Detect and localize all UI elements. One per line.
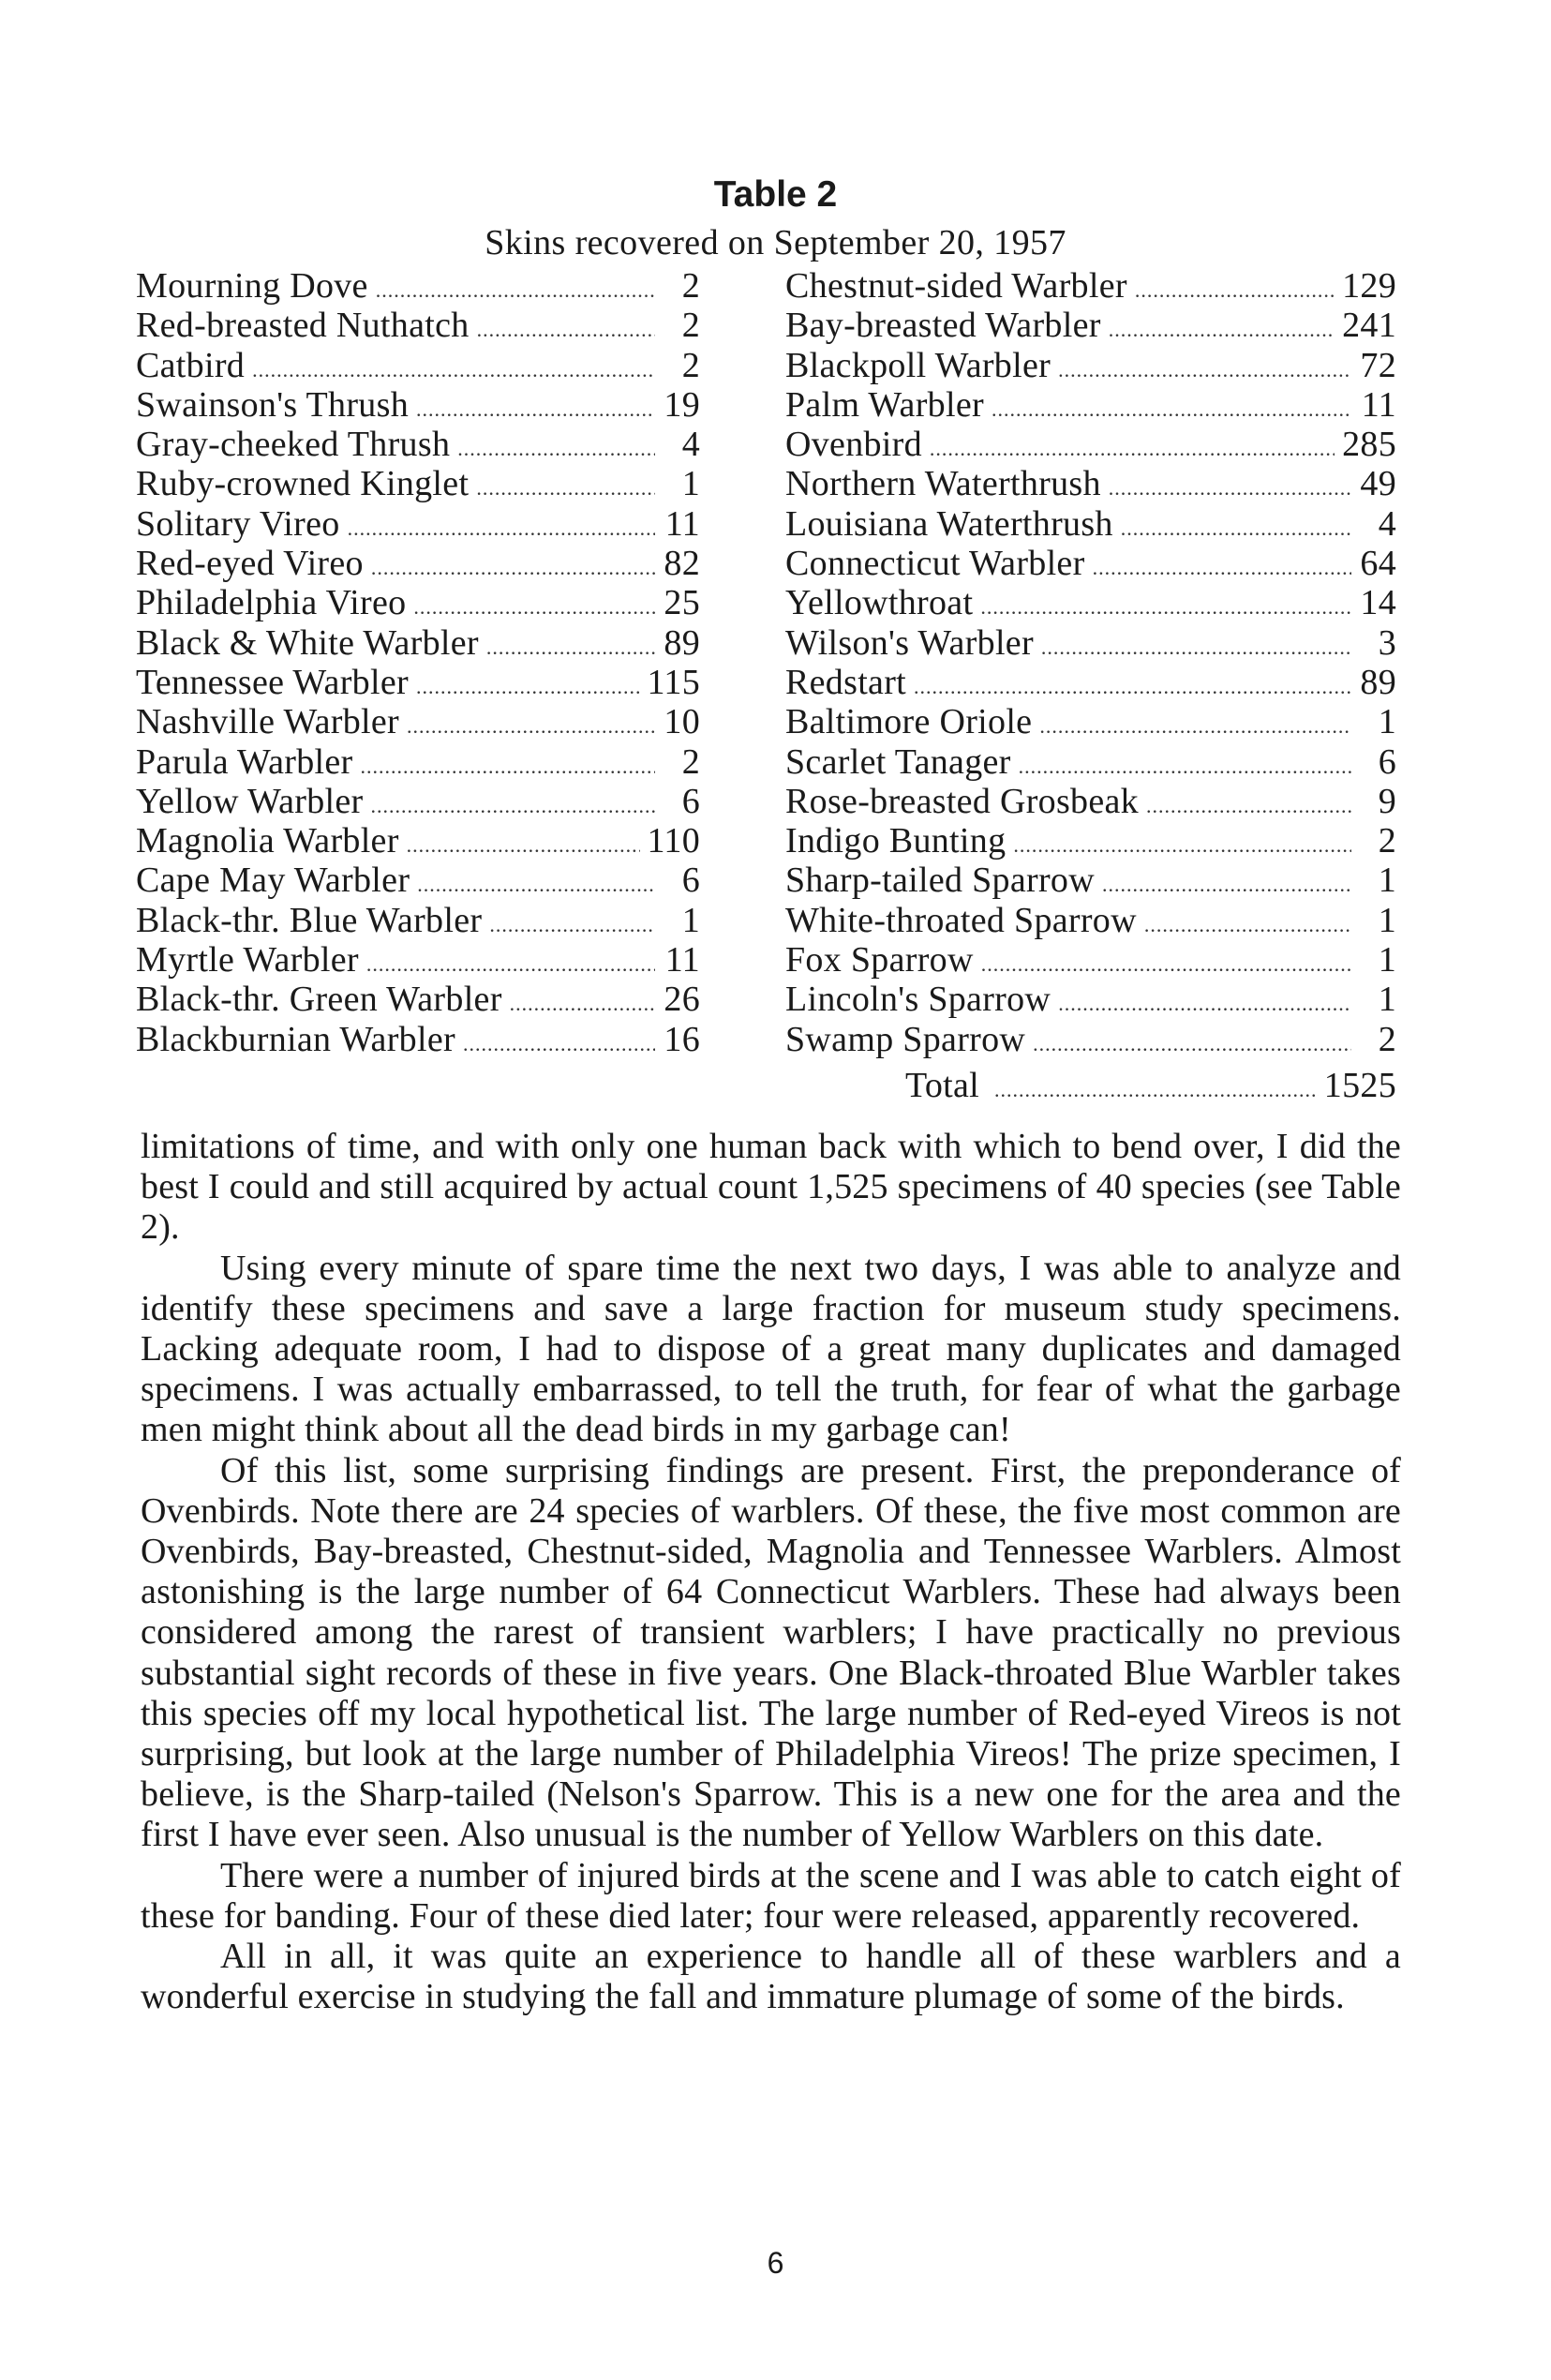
species-table-left-column — [136, 266, 700, 1059]
species-name: Rose-breasted Grosbeak — [785, 781, 1139, 821]
article-body — [141, 1127, 1401, 2017]
dot-leader — [1039, 707, 1351, 746]
table-row — [785, 544, 1396, 583]
species-count: 1 — [681, 900, 700, 940]
dot-leader — [416, 390, 655, 429]
dot-leader — [1019, 747, 1351, 786]
table-row — [785, 623, 1396, 663]
species-count: 9 — [1378, 781, 1396, 821]
table-row — [136, 980, 700, 1019]
species-name: Louisiana Waterthrush — [785, 503, 1113, 544]
species-name: Blackburnian Warbler — [136, 1019, 455, 1059]
species-name: Solitary Vireo — [136, 503, 340, 544]
species-count: 4 — [681, 425, 700, 465]
table-row — [136, 464, 700, 503]
table-row — [136, 663, 700, 702]
table-row — [136, 782, 700, 821]
dot-leader — [489, 906, 655, 945]
table-row — [136, 385, 700, 425]
table-row — [785, 821, 1396, 861]
table-row — [785, 266, 1396, 306]
table-row — [785, 504, 1396, 544]
species-name: Gray-cheeked Thrush — [136, 425, 451, 465]
species-count: 19 — [664, 384, 700, 425]
table-row — [785, 663, 1396, 702]
species-name: Redstart — [785, 662, 907, 702]
paragraph: There were a number of injured birds at the scene and I was able to catch eight of these for banding. Four of these died later; four were released, apparently recovered. — [141, 1855, 1401, 1936]
table-row — [785, 346, 1396, 385]
table-row — [136, 425, 700, 464]
dot-leader — [510, 984, 655, 1024]
dot-leader — [416, 667, 640, 707]
species-name: Black-thr. Blue Warbler — [136, 900, 483, 940]
dot-leader — [1013, 826, 1351, 865]
species-name: Swamp Sparrow — [785, 1019, 1026, 1059]
species-name: Tennessee Warbler — [136, 662, 409, 702]
paragraph: limitations of time, and with only one human back with which to bend over, I did the best I could and still acquired by actual count 1,525 specimens of 40 species (see Table 2). — [141, 1127, 1401, 1248]
table-row — [136, 504, 700, 544]
dot-leader — [407, 826, 640, 865]
species-count: 89 — [1360, 662, 1396, 702]
species-count: 3 — [1378, 622, 1396, 663]
species-name: Black-thr. Green Warbler — [136, 980, 502, 1020]
species-count: 2 — [1378, 821, 1396, 861]
species-name: Myrtle Warbler — [136, 940, 359, 980]
species-name: Indigo Bunting — [785, 821, 1007, 861]
dot-leader — [348, 509, 655, 548]
dot-leader — [1135, 271, 1335, 310]
dot-leader — [1109, 310, 1335, 350]
species-name: Nashville Warbler — [136, 702, 399, 742]
species-name: Chestnut-sided Warbler — [785, 266, 1127, 306]
table-row — [136, 1020, 700, 1059]
species-count: 1 — [1378, 980, 1396, 1020]
table-row — [785, 583, 1396, 622]
species-name: Parula Warbler — [136, 741, 353, 782]
table-row — [785, 940, 1396, 980]
species-count: 11 — [1361, 384, 1396, 425]
species-name: Wilson's Warbler — [785, 622, 1034, 663]
species-count: 1 — [1378, 900, 1396, 940]
table-row — [785, 306, 1396, 345]
table-row — [136, 346, 700, 385]
species-name: Black & White Warbler — [136, 622, 479, 663]
table-row — [785, 425, 1396, 464]
species-name: Yellow Warbler — [136, 781, 364, 821]
species-count: 6 — [1378, 741, 1396, 782]
dot-leader — [1102, 865, 1351, 905]
table-row — [136, 306, 700, 345]
table-row — [785, 861, 1396, 900]
species-count: 89 — [664, 622, 700, 663]
table-row — [136, 702, 700, 741]
species-count: 6 — [681, 861, 700, 901]
species-count: 2 — [681, 306, 700, 346]
species-name: Connecticut Warbler — [785, 544, 1085, 584]
dot-leader — [1109, 469, 1351, 508]
paragraph: Using every minute of spare time the next two days, I was able to analyze and identify these specimens and save a large fraction for museum study specimens. Lacking adequate room, I had to dispose of a great many duplicates and damaged specimens. I was actually embarrassed, to tell the truth, for fear of what the garbage men might think about all the dead birds in my garbage can! — [141, 1248, 1401, 1450]
dot-leader — [413, 588, 655, 627]
species-name: Magnolia Warbler — [136, 821, 399, 861]
dot-leader — [477, 310, 655, 350]
dot-leader — [417, 865, 655, 905]
species-count: 1 — [1378, 861, 1396, 901]
species-count: 2 — [681, 266, 700, 306]
species-name: Red-breasted Nuthatch — [136, 306, 470, 346]
table-row — [136, 861, 700, 900]
dot-leader — [463, 1025, 655, 1064]
species-name: Scarlet Tanager — [785, 741, 1011, 782]
dot-leader — [376, 271, 655, 310]
species-name: Ovenbird — [785, 425, 922, 465]
species-name: Northern Waterthrush — [785, 464, 1101, 504]
table-row — [785, 385, 1396, 425]
dot-leader — [457, 429, 655, 469]
species-count: 26 — [664, 980, 700, 1020]
species-name: Palm Warbler — [785, 384, 984, 425]
dot-leader — [930, 429, 1335, 469]
dot-leader — [407, 707, 655, 746]
species-name: Lincoln's Sparrow — [785, 980, 1051, 1020]
table-subtitle: Skins recovered on September 20, 1957 — [485, 223, 1066, 262]
dot-leader — [476, 469, 655, 508]
species-count: 4 — [1378, 503, 1396, 544]
dot-leader — [1146, 786, 1351, 826]
total-value: 1525 — [1323, 1066, 1396, 1105]
species-name: Catbird — [136, 345, 246, 385]
dot-leader — [1033, 1025, 1351, 1064]
dot-leader — [914, 667, 1351, 707]
species-name: Mourning Dove — [136, 266, 368, 306]
species-count: 1 — [1378, 702, 1396, 742]
dot-leader — [252, 351, 655, 390]
dot-leader — [1058, 351, 1351, 390]
species-count: 2 — [681, 345, 700, 385]
species-name: Philadelphia Vireo — [136, 583, 407, 623]
species-name: Red-eyed Vireo — [136, 544, 364, 584]
species-count: 49 — [1360, 464, 1396, 504]
species-count: 285 — [1342, 425, 1396, 465]
species-count: 72 — [1360, 345, 1396, 385]
species-count: 16 — [664, 1019, 700, 1059]
table-row — [136, 583, 700, 622]
species-name: White-throated Sparrow — [785, 900, 1137, 940]
dot-leader — [994, 1070, 1319, 1110]
paragraph: All in all, it was quite an experience to handle all of these warblers and a wonderful exercise in studying the fall and immature plumage of some of the birds. — [141, 1937, 1401, 2017]
dot-leader — [1093, 548, 1351, 588]
species-name: Yellowthroat — [785, 583, 974, 623]
dot-leader — [1058, 984, 1351, 1024]
table-row — [136, 544, 700, 583]
species-count: 241 — [1342, 306, 1396, 346]
dot-leader — [992, 390, 1351, 429]
table-row — [785, 464, 1396, 503]
table-row — [136, 742, 700, 782]
species-count: 2 — [681, 741, 700, 782]
table-row — [785, 901, 1396, 940]
species-count: 11 — [664, 940, 700, 980]
dot-leader — [486, 628, 655, 667]
species-name: Blackpoll Warbler — [785, 345, 1051, 385]
species-count: 115 — [647, 662, 700, 702]
species-name: Fox Sparrow — [785, 940, 974, 980]
species-table-right-column — [785, 266, 1396, 1059]
species-count: 6 — [681, 781, 700, 821]
species-name: Ruby-crowned Kinglet — [136, 464, 470, 504]
dot-leader — [1144, 906, 1351, 945]
species-count: 2 — [1378, 1019, 1396, 1059]
dot-leader — [1121, 509, 1351, 548]
species-count: 10 — [664, 702, 700, 742]
dot-leader — [366, 945, 655, 984]
species-count: 1 — [681, 464, 700, 504]
species-count: 129 — [1342, 266, 1396, 306]
species-count: 1 — [1378, 940, 1396, 980]
species-count: 82 — [664, 544, 700, 584]
table-row — [136, 901, 700, 940]
table-total-row — [905, 1066, 1396, 1110]
dot-leader — [371, 786, 656, 826]
table-row — [136, 266, 700, 306]
species-name: Sharp-tailed Sparrow — [785, 861, 1095, 901]
table-row — [785, 702, 1396, 741]
species-count: 64 — [1360, 544, 1396, 584]
dot-leader — [361, 747, 655, 786]
species-name: Cape May Warbler — [136, 861, 410, 901]
dot-leader — [981, 945, 1351, 984]
dot-leader — [371, 548, 655, 588]
species-count: 11 — [664, 503, 700, 544]
table-row — [136, 821, 700, 861]
table-title: Table 2 — [713, 174, 838, 215]
dot-leader — [980, 588, 1351, 627]
table-row — [136, 623, 700, 663]
table-row — [785, 742, 1396, 782]
species-name: Swainson's Thrush — [136, 384, 409, 425]
species-count: 25 — [664, 583, 700, 623]
species-count: 14 — [1360, 583, 1396, 623]
dot-leader — [1041, 628, 1351, 667]
total-label: Total — [905, 1066, 980, 1105]
species-name: Bay-breasted Warbler — [785, 306, 1101, 346]
paragraph: Of this list, some surprising findings are present. First, the preponderance of Ovenbirds. Note there are 24 species of warblers. Of these, the five most common are Ovenbirds, Bay-breasted, Chestnut-sided, Magnolia and Tennessee Warblers. Almost astonishing is the large number of 64 Connecticut Warblers. These had always been considered among the rarest of transient warblers; I have practically no previous substantial sight records of these in five years. One Black-throated Blue Warbler takes this species off my local hypothetical list. The large number of Red-eyed Vireos is not surprising, but look at the large number of Philadelphia Vireos! The prize specimen, I believe, is the Sharp-tailed (Nelson's Sparrow. This is a new one for the area and the first I have ever seen. Also unusual is the number of Yellow Warblers on this date. — [141, 1450, 1401, 1855]
table-row — [785, 980, 1396, 1019]
species-count: 110 — [647, 821, 700, 861]
table-row — [785, 782, 1396, 821]
page-number: 6 — [767, 2246, 784, 2280]
table-row — [136, 940, 700, 980]
species-name: Baltimore Oriole — [785, 702, 1033, 742]
table-row — [785, 1020, 1396, 1059]
